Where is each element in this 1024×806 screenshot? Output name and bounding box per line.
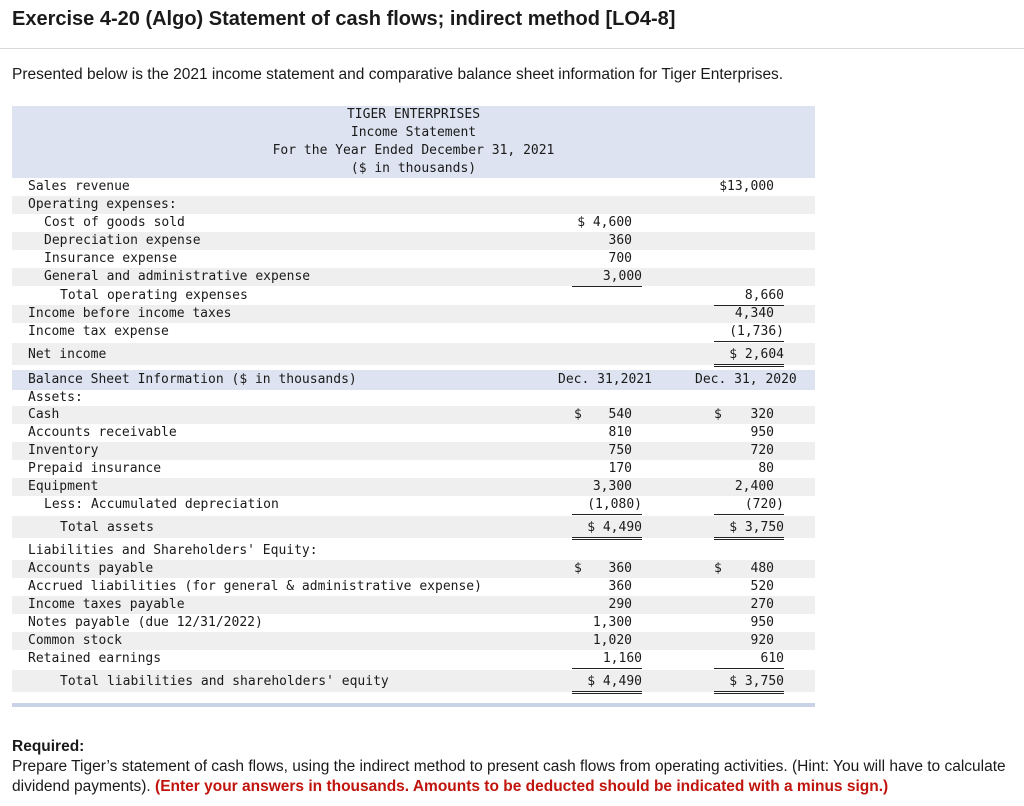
currency-symbol: $ bbox=[574, 561, 582, 576]
sales-value: $13,000 bbox=[719, 179, 774, 194]
expense-row bbox=[12, 250, 815, 268]
expense-value: 360 bbox=[608, 233, 632, 248]
accum-dep-row bbox=[12, 496, 815, 514]
inventory-row bbox=[12, 442, 815, 460]
notes-payable-row bbox=[12, 614, 815, 632]
value-2021: (1,080) bbox=[572, 496, 642, 515]
prepaid-row bbox=[12, 460, 815, 478]
table-bottom-border bbox=[12, 703, 815, 707]
row-label: Total liabilities and shareholders' equity bbox=[60, 674, 389, 689]
common-stock-row bbox=[12, 632, 815, 650]
value-2020: 80 bbox=[758, 461, 774, 476]
net-income-row bbox=[12, 346, 815, 364]
row-label: Operating expenses: bbox=[28, 197, 177, 212]
value-2021: 170 bbox=[608, 461, 632, 476]
taxes-payable-row bbox=[12, 596, 815, 614]
accrued-row bbox=[12, 578, 815, 596]
currency-symbol: $ bbox=[574, 407, 582, 422]
row-label: Income taxes payable bbox=[28, 597, 185, 612]
net-income-value: $ 2,604 bbox=[714, 346, 784, 367]
expense-value: 3,000 bbox=[572, 268, 642, 287]
row-label: Notes payable (due 12/31/2022) bbox=[28, 615, 263, 630]
row-label: Assets: bbox=[28, 390, 83, 405]
pretax-value: 4,340 bbox=[734, 306, 774, 321]
row-label: Sales revenue bbox=[28, 179, 130, 194]
liab-heading-row bbox=[12, 542, 815, 560]
row-label: Income before income taxes bbox=[28, 306, 232, 321]
pretax-row bbox=[12, 305, 815, 323]
row-label: Insurance expense bbox=[44, 251, 178, 266]
assets-heading-row bbox=[12, 389, 815, 407]
total-le-row bbox=[12, 673, 815, 691]
value-2020: 610 bbox=[714, 650, 784, 669]
required-section bbox=[12, 737, 1012, 797]
value-2021: $ 4,490 bbox=[572, 519, 642, 540]
row-label: Accounts payable bbox=[28, 561, 154, 576]
row-label: Net income bbox=[28, 347, 107, 362]
value-2021: 1,160 bbox=[572, 650, 642, 669]
total-opex-row bbox=[12, 287, 815, 305]
value-2020: $ 3,750 bbox=[714, 673, 784, 694]
value-2021: 3,300 bbox=[592, 479, 632, 494]
balance-header-label: Balance Sheet Information ($ in thousands) bbox=[28, 372, 357, 387]
row-label: Inventory bbox=[28, 443, 99, 458]
col-header-2020: Dec. 31, 2020 bbox=[695, 372, 797, 387]
value-2021: 290 bbox=[608, 597, 632, 612]
row-label: General and administrative expense bbox=[44, 269, 311, 284]
currency-symbol: $ bbox=[714, 407, 722, 422]
value-2021: 1,300 bbox=[592, 615, 632, 630]
value-2021: 1,020 bbox=[592, 633, 632, 648]
cash-row bbox=[12, 406, 815, 424]
page-title: Exercise 4-20 (Algo) Statement of cash flows; indirect method [LO4-8] bbox=[12, 8, 676, 30]
value-2020: $ 3,750 bbox=[714, 519, 784, 540]
value-2021: 360 bbox=[608, 579, 632, 594]
row-label: Less: Accumulated depreciation bbox=[44, 497, 279, 512]
expense-value: 700 bbox=[608, 251, 632, 266]
row-label: Cost of goods sold bbox=[44, 215, 185, 230]
value-2021: 540 bbox=[608, 407, 632, 422]
row-label: Cash bbox=[28, 407, 60, 422]
row-label: Income tax expense bbox=[28, 324, 169, 339]
value-2021: 750 bbox=[608, 443, 632, 458]
financial-statement bbox=[12, 106, 815, 708]
expense-row bbox=[12, 214, 815, 232]
expense-row bbox=[12, 268, 815, 286]
col-header-2021: Dec. 31,2021 bbox=[558, 372, 652, 387]
value-2020: 950 bbox=[750, 425, 774, 440]
expense-value: $ 4,600 bbox=[577, 215, 632, 230]
statement-period: For the Year Ended December 31, 2021 bbox=[272, 143, 555, 158]
value-2020: 270 bbox=[750, 597, 774, 612]
retained-earnings-row bbox=[12, 650, 815, 668]
required-emphasis: (Enter your answers in thousands. Amounts to be deducted should be indicated with a minus sign.) bbox=[155, 778, 889, 795]
required-heading: Required: bbox=[12, 738, 85, 755]
row-label: Accrued liabilities (for general & administrative expense) bbox=[28, 579, 482, 594]
row-label: Liabilities and Shareholders' Equity: bbox=[28, 543, 318, 558]
row-label: Common stock bbox=[28, 633, 122, 648]
total-opex-value: 8,660 bbox=[714, 287, 784, 306]
intro-text: Presented below is the 2021 income statement and comparative balance sheet information for Tiger Enterprises. bbox=[12, 66, 784, 83]
row-label: Equipment bbox=[28, 479, 99, 494]
value-2020: 2,400 bbox=[734, 479, 774, 494]
ar-row bbox=[12, 424, 815, 442]
statement-units: ($ in thousands) bbox=[350, 161, 477, 176]
row-label: Prepaid insurance bbox=[28, 461, 162, 476]
value-2020: 950 bbox=[750, 615, 774, 630]
total-assets-row bbox=[12, 519, 815, 537]
value-2020: 320 bbox=[750, 407, 774, 422]
value-2020: 720 bbox=[750, 443, 774, 458]
equipment-row bbox=[12, 478, 815, 496]
row-label: Total assets bbox=[60, 520, 154, 535]
ap-row bbox=[12, 560, 815, 578]
currency-symbol: $ bbox=[714, 561, 722, 576]
tax-value: (1,736) bbox=[714, 323, 784, 342]
tax-row bbox=[12, 323, 815, 341]
row-label: Depreciation expense bbox=[44, 233, 201, 248]
row-label: Retained earnings bbox=[28, 651, 162, 666]
value-2021: $ 4,490 bbox=[572, 673, 642, 694]
value-2021: 810 bbox=[608, 425, 632, 440]
value-2020: 520 bbox=[750, 579, 774, 594]
statement-name: Income Statement bbox=[350, 125, 477, 140]
opex-heading-row bbox=[12, 196, 815, 214]
sales-row bbox=[12, 178, 815, 196]
divider bbox=[0, 48, 1024, 49]
value-2020: (720) bbox=[714, 496, 784, 515]
required-text: Prepare Tiger’s statement of cash flows, using the indirect method to present cash flows from operating activities. (Hint: You will have to calculate dividend payments). bbox=[12, 758, 1006, 795]
company-name: TIGER ENTERPRISES bbox=[346, 107, 481, 122]
row-label: Total operating expenses bbox=[60, 288, 248, 303]
balance-header-row bbox=[12, 371, 815, 389]
value-2021: 360 bbox=[608, 561, 632, 576]
expense-row bbox=[12, 232, 815, 250]
row-label: Accounts receivable bbox=[28, 425, 177, 440]
value-2020: 480 bbox=[750, 561, 774, 576]
value-2020: 920 bbox=[750, 633, 774, 648]
